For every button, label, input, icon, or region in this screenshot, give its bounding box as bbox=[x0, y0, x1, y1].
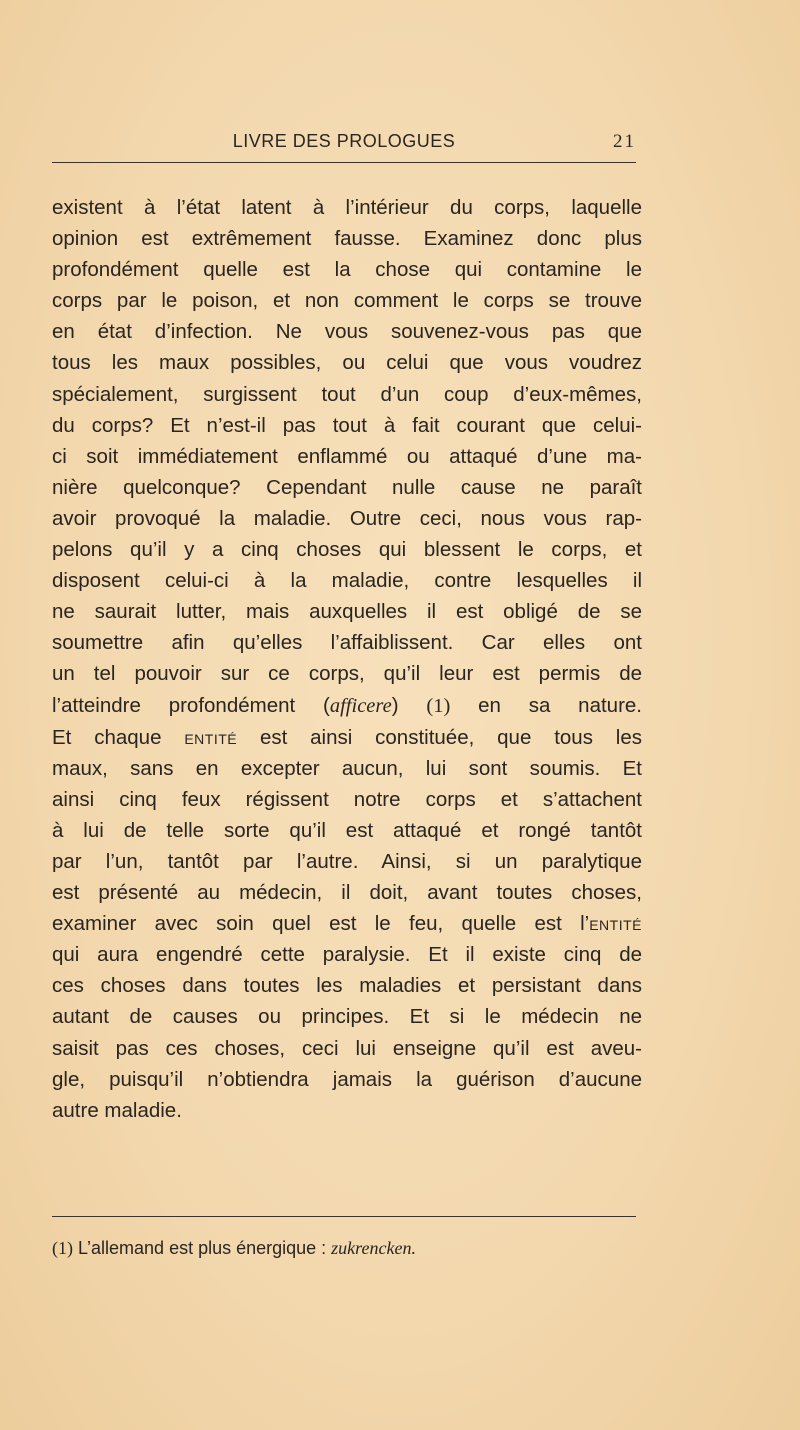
text-line: existent à l’état latent à l’intérieur du corps, laquelle bbox=[52, 196, 642, 219]
text-line: un tel pouvoir sur ce corps, qu’il leur est permis de bbox=[52, 662, 642, 686]
text-line bbox=[52, 908, 642, 939]
footnote-marker: (1) bbox=[52, 1238, 73, 1258]
text-line: ainsi cinq feux régissent notre corps et s’attachent bbox=[52, 787, 642, 811]
footnote-rule bbox=[52, 1216, 636, 1217]
text-segment: est ainsi constituée, que tous les bbox=[237, 725, 642, 749]
text-segment: ) bbox=[391, 693, 427, 717]
text-line: qui aura engendré cette paralysie. Et il existe cinq de bbox=[52, 943, 642, 967]
text-line: à lui de telle sorte qu’il est attaqué et rongé tantôt bbox=[52, 818, 642, 842]
text-line: disposent celui-ci à la maladie, contre lesquelles il bbox=[52, 569, 642, 593]
footnote-text: L’allemand est plus énergique : bbox=[73, 1238, 332, 1258]
text-line: ne saurait lutter, mais auxquelles il est obligé de se bbox=[52, 600, 642, 624]
text-line: en état d’infection. Ne vous souvenez-vous pas que bbox=[52, 320, 642, 344]
footnote-ref: (1) bbox=[426, 694, 451, 717]
text-line: corps par le poison, et non comment le corps se trouve bbox=[52, 289, 642, 313]
text-line: ces choses dans toutes les maladies et persistant dans bbox=[52, 974, 642, 998]
body-text bbox=[52, 192, 642, 1126]
running-head bbox=[52, 131, 636, 157]
text-segment: l’atteindre profondément ( bbox=[52, 693, 330, 717]
text-line: tous les maux possibles, ou celui que vous voudrez bbox=[52, 351, 642, 375]
header-rule bbox=[52, 162, 636, 163]
text-line: spécialement, surgissent tout d’un coup d’eux-mêmes, bbox=[52, 382, 642, 406]
text-segment: examiner avec soin quel est le feu, quelle est l’ bbox=[52, 912, 590, 936]
footnote bbox=[52, 1238, 642, 1259]
text-line: profondément quelle est la chose qui contamine le bbox=[52, 258, 642, 282]
text-line: opinion est extrêmement fausse. Examinez donc plus bbox=[52, 227, 642, 251]
footnote-german-term: zukrencken. bbox=[331, 1238, 416, 1258]
text-line: par l’un, tantôt par l’autre. Ainsi, si un paralytique bbox=[52, 849, 642, 873]
text-segment: en sa nature. bbox=[450, 693, 643, 717]
text-line: nière quelconque? Cependant nulle cause ne paraît bbox=[52, 475, 642, 499]
page-number: 21 bbox=[613, 131, 636, 152]
text-line: pelons qu’il y a cinq choses qui blessent le corps, et bbox=[52, 538, 642, 562]
small-caps-term: entité bbox=[184, 725, 238, 749]
small-caps-term: entité bbox=[589, 912, 642, 936]
text-line bbox=[52, 690, 642, 722]
text-line: ci soit immédiatement enflammé ou attaqué d’une ma- bbox=[52, 444, 642, 468]
text-line: est présenté au médecin, il doit, avant toutes choses, bbox=[52, 881, 642, 905]
text-line: gle, puisqu’il n’obtiendra jamais la guérison d’aucune bbox=[52, 1067, 642, 1091]
text-line: du corps? Et n’est-il pas tout à fait courant que celui- bbox=[52, 413, 642, 437]
text-line: soumettre afin qu’elles l’affaiblissent. Car elles ont bbox=[52, 631, 642, 655]
text-line: autant de causes ou principes. Et si le médecin ne bbox=[52, 1005, 642, 1029]
text-line bbox=[52, 722, 642, 753]
text-segment: Et chaque bbox=[52, 725, 185, 749]
latin-term: afficere bbox=[329, 694, 392, 717]
text-line: autre maladie. bbox=[52, 1098, 182, 1122]
text-line: avoir provoqué la maladie. Outre ceci, nous vous rap- bbox=[52, 506, 642, 530]
text-line: maux, sans en excepter aucun, lui sont soumis. Et bbox=[52, 756, 642, 780]
running-title: LIVRE DES PROLOGUES bbox=[232, 131, 456, 151]
text-line: saisit pas ces choses, ceci lui enseigne qu’il est aveu- bbox=[52, 1036, 642, 1060]
